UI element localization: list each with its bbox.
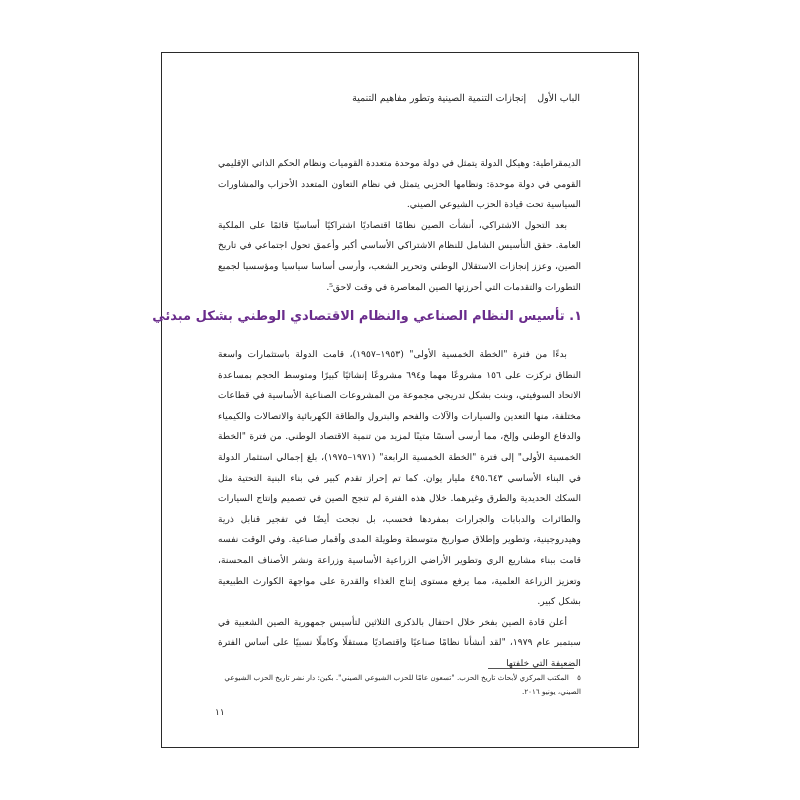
footnote-mark: ٥ (577, 673, 581, 682)
footnote-divider (488, 668, 574, 669)
section-heading: ١. تأسيس النظام الصناعي والنظام الاقتصادي الوطني بشكل مبدئي (152, 309, 582, 324)
section-text (218, 345, 581, 675)
intro-text (218, 154, 581, 298)
intro-paragraph-2: بعد التحول الاشتراكي، أنشأت الصين نظامًا اقتصاديًا اشتراكيًا أساسيًا قائمًا على الملكية العامة. حقق التأسيس الشامل للنظام الاشتراكي الأساسي أكبر وأعمق تحول اجتماعي في تاريخ الصين، وعزز إنجازات الاستقلال الوطني وتحرير الشعب، وأرسى أساسا سياسيا ومؤسسيا لجميع التطورات والتقدمات التي أحرزتها الصين المعاصرة في وقت لاحق⁵. (218, 219, 581, 293)
running-head (215, 93, 580, 104)
intro-paragraph-1: الديمقراطية: وهيكل الدولة يتمثل في دولة موحدة متعددة القوميات ونظام الحكم الذاتي الإقليمي القومي في دولة موحدة: ونظامها الحزبي يتمثل في نظام التعاون المتعدد الأحزاب والمشاورات السياسية تحت قيادة الحزب الشيوعي الصيني. (218, 158, 581, 211)
section-paragraph-2: أعلن قادة الصين بفخر خلال احتفال بالذكرى الثلاثين لتأسيس جمهورية الصين الشعبية في سبتمبر عام ١٩٧٩، "لقد أنشأنا نظامًا صناعيًا واقتصاديًا مستقلًا وكاملًا نسبيًا على أساس الفترة الضعيفة التي خلفتها (218, 616, 581, 669)
footnote (215, 671, 581, 699)
section-paragraph-1: بدءًا من فترة "الخطة الخمسية الأولى" (١٩٥٣–١٩٥٧)، قامت الدولة باستثمارات واسعة النطاق تركزت على ١٥٦ مشروعًا مهما و٦٩٤ مشروعًا إنشائيًا كبيرًا ومتوسط الحجم بمساعدة الاتحاد السوفيتي، وبنت بشكل تدريجي مجموعة من المشروعات الصناعية الأساسية في قطاعات مختلفة، منها التعدين والسيارات والآلات والفحم والبترول والطاقة الكهربائية والاتصالات والكيمياء والدفاع الوطني وإلخ، مما أرسى أسسًا متينًا لمزيد من تنمية الاقتصاد الوطني. من فترة "الخطة الخمسية الأولى" إلى فترة "الخطة الخمسية الرابعة" (١٩٧١–١٩٧٥)، بلغ إجمالي استثمار الدولة في البناء الأساسي ٤٩٥.٦٤٣ مليار يوان. كما تم إحراز تقدم كبير في بناء البنية التحتية مثل السكك الحديدية والطرق وغيرهما. خلال هذه الفترة لم تنجح الصين في تصميم وإنتاج السيارات والطائرات والدبابات والجرارات بمفردها فحسب، بل نجحت أيضًا في تفجير قنابل ذرية وهيدروجينية، وتطوير وإطلاق صواريخ متوسطة وطويلة المدى وأقمار صناعية. وفي الوقت نفسه قامت ببناء مشاريع الري وتطوير الأراضي الزراعية الأساسية وزراعة ونشر الأصناف المحسنة، وتعزيز الزراعة العلمية، مما يرفع مستوى إنتاج الغذاء والقدرة على مواجهة الكوارث الطبيعية بشكل كبير. (218, 349, 582, 608)
footnote-text: المكتب المركزي لأبحاث تاريخ الحزب. "تسعون عامًا للحزب الشيوعي الصيني". بكين: دار نشر تاريخ الحزب الشيوعي الصيني، يونيو ٢٠١٦. (224, 673, 581, 696)
running-head-chapter: الباب الأول (537, 93, 580, 104)
page-number: ١١ (215, 708, 225, 718)
running-head-title: إنجازات التنمية الصينية وتطور مفاهيم التنمية (352, 93, 527, 104)
